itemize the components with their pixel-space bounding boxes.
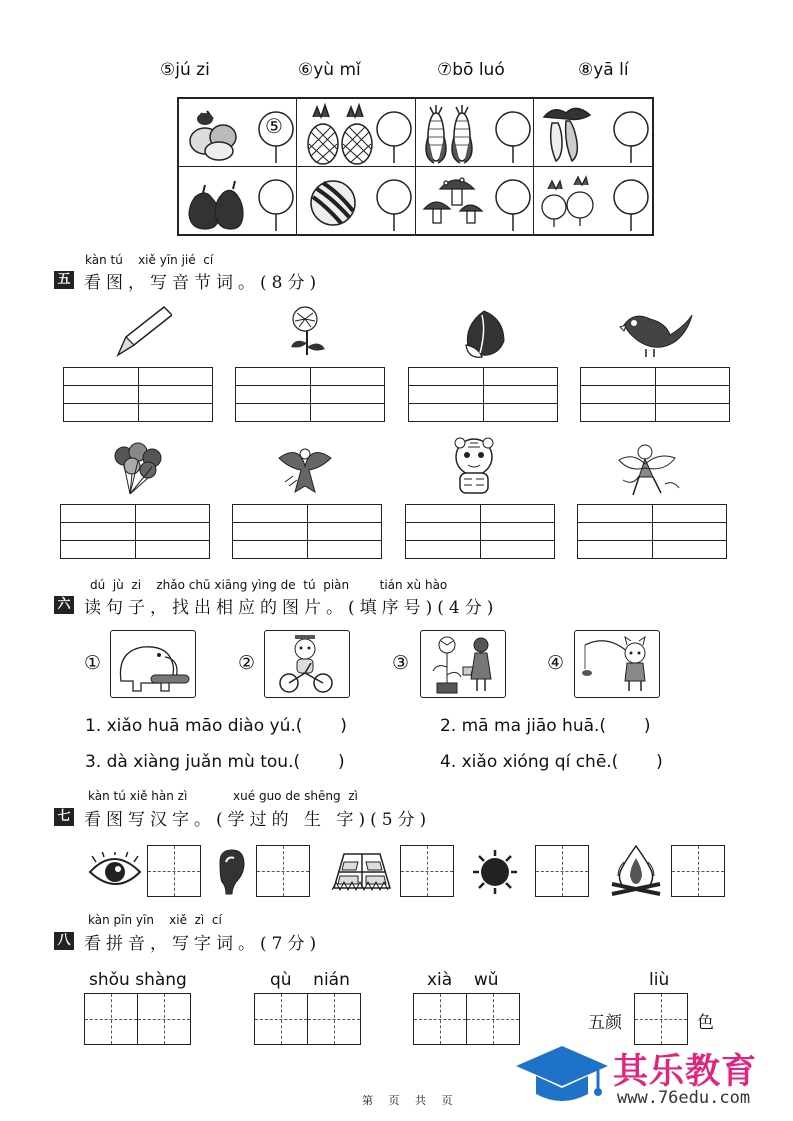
fire-icon xyxy=(606,842,666,898)
grid-cell-mushroom xyxy=(416,167,534,235)
option-label-6: ⑥yù mǐ xyxy=(298,60,361,80)
phrase-after: 色 xyxy=(697,1013,714,1033)
orange-icon xyxy=(190,111,236,160)
pineapple-icon xyxy=(308,105,372,164)
section6-title: 读句子，找出相应的图片。(填序号)(4分) xyxy=(84,598,499,618)
elephant-icon xyxy=(111,631,195,697)
grid-cell-pineapple xyxy=(297,99,415,167)
four-line-grid[interactable] xyxy=(580,367,730,422)
four-line-grid[interactable] xyxy=(408,367,558,422)
section5-number: 五 xyxy=(54,271,74,289)
option-label-5: ⑤jú zi xyxy=(160,60,210,80)
section7-title: 看图写汉字。(学过的 生 字)(5分) xyxy=(84,810,432,830)
section5-pinyin: kàn tú xiě yīn jié cí xyxy=(85,253,214,267)
eye-icon xyxy=(88,852,142,892)
pinyin-liu: liù xyxy=(649,970,670,990)
section6-number: 六 xyxy=(54,596,74,614)
tianzige-box[interactable] xyxy=(307,993,361,1045)
picture-cat-fishing xyxy=(574,630,660,698)
tianzige-box[interactable] xyxy=(671,845,725,897)
ear-icon xyxy=(216,848,246,896)
four-line-grid[interactable] xyxy=(232,504,382,559)
section5-title: 看图，写音节词。(8分) xyxy=(84,273,322,293)
tianzige-box[interactable] xyxy=(535,845,589,897)
four-line-grid[interactable] xyxy=(577,504,727,559)
question-2: 2. mā ma jiāo huā.( ) xyxy=(440,716,651,736)
grid-cell-corn xyxy=(416,99,534,167)
mushroom-icon xyxy=(424,178,482,223)
picture-watering xyxy=(420,630,506,698)
chrysanthemum-icon xyxy=(285,303,335,359)
field-icon xyxy=(330,848,394,894)
tianzige-box[interactable] xyxy=(413,993,467,1045)
bear-bike-icon xyxy=(265,631,349,697)
grid-cell-radish xyxy=(534,167,652,235)
tianzige-box[interactable] xyxy=(147,845,201,897)
grid-cell-orange xyxy=(179,99,297,167)
grid-cell-watermelon xyxy=(297,167,415,235)
cabbage-icon xyxy=(460,305,510,360)
filled-answer: ⑤ xyxy=(265,114,283,138)
tianzige-box[interactable] xyxy=(256,845,310,897)
four-line-grid[interactable] xyxy=(63,367,213,422)
option-number-4: ④ xyxy=(547,652,565,674)
section7-pinyin: kàn tú xiě hàn zì xué guo de shēng zì xyxy=(88,789,358,803)
section6-pinyin: dú jù zi zhǎo chū xiāng yìng de tú piàn tián xù hào xyxy=(90,578,448,592)
watermark-name: 其乐教育 xyxy=(613,1052,758,1092)
watering-flowers-icon xyxy=(421,631,505,697)
four-line-grid[interactable] xyxy=(60,504,210,559)
dancer-icon xyxy=(615,440,687,500)
question-1: 1. xiǎo huā māo diào yú.( ) xyxy=(85,716,347,736)
question-3: 3. dà xiàng juǎn mù tou.( ) xyxy=(85,752,345,772)
phrase-before: 五颜 xyxy=(588,1013,622,1033)
watermark-url: www.76edu.com xyxy=(617,1088,751,1108)
grid-cell-eggplant xyxy=(534,99,652,167)
page-footer: 第 页 共 页 xyxy=(362,1094,459,1107)
grid-cell-pear xyxy=(179,167,297,235)
tianzige-box[interactable] xyxy=(466,993,520,1045)
option-number-2: ② xyxy=(238,652,256,674)
section8-title: 看拼音，写字词。(7分) xyxy=(84,934,322,954)
pinyin-xia-wu: xià wǔ xyxy=(427,970,499,990)
tianzige-box[interactable] xyxy=(84,993,138,1045)
tianzige-box[interactable] xyxy=(137,993,191,1045)
pencil-icon xyxy=(112,305,172,360)
eggplant-icon xyxy=(544,108,590,161)
pinyin-shou-shang: shǒu shàng xyxy=(89,970,187,990)
radish-icon xyxy=(542,177,593,227)
pear-icon xyxy=(189,181,243,229)
picture-bear-bike xyxy=(264,630,350,698)
watermelon-icon xyxy=(311,181,355,225)
option-label-7: ⑦bō luó xyxy=(437,60,505,80)
question-4: 4. xiǎo xióng qí chē.( ) xyxy=(440,752,663,772)
bird-icon xyxy=(614,305,694,360)
tianzige-box[interactable] xyxy=(400,845,454,897)
section8-number: 八 xyxy=(54,932,74,950)
pinyin-qu-nian: qù nián xyxy=(270,970,350,990)
four-line-grid[interactable] xyxy=(405,504,555,559)
option-number-1: ① xyxy=(84,652,102,674)
tianzige-box[interactable] xyxy=(634,993,688,1045)
kite-icon xyxy=(275,440,335,496)
four-line-grid[interactable] xyxy=(235,367,385,422)
fruit-match-grid xyxy=(177,97,654,236)
tianzige-box[interactable] xyxy=(254,993,308,1045)
option-label-8: ⑧yā lí xyxy=(578,60,629,80)
balloons-icon xyxy=(110,440,166,496)
picture-elephant xyxy=(110,630,196,698)
cat-fishing-icon xyxy=(575,631,659,697)
sun-icon xyxy=(470,848,520,896)
graduation-cap-icon xyxy=(512,1040,612,1110)
section7-number: 七 xyxy=(54,808,74,826)
corn-icon xyxy=(426,105,472,163)
tiger-icon xyxy=(448,435,504,497)
option-number-3: ③ xyxy=(392,652,410,674)
section8-pinyin: kàn pīn yīn xiě zì cí xyxy=(88,913,222,927)
